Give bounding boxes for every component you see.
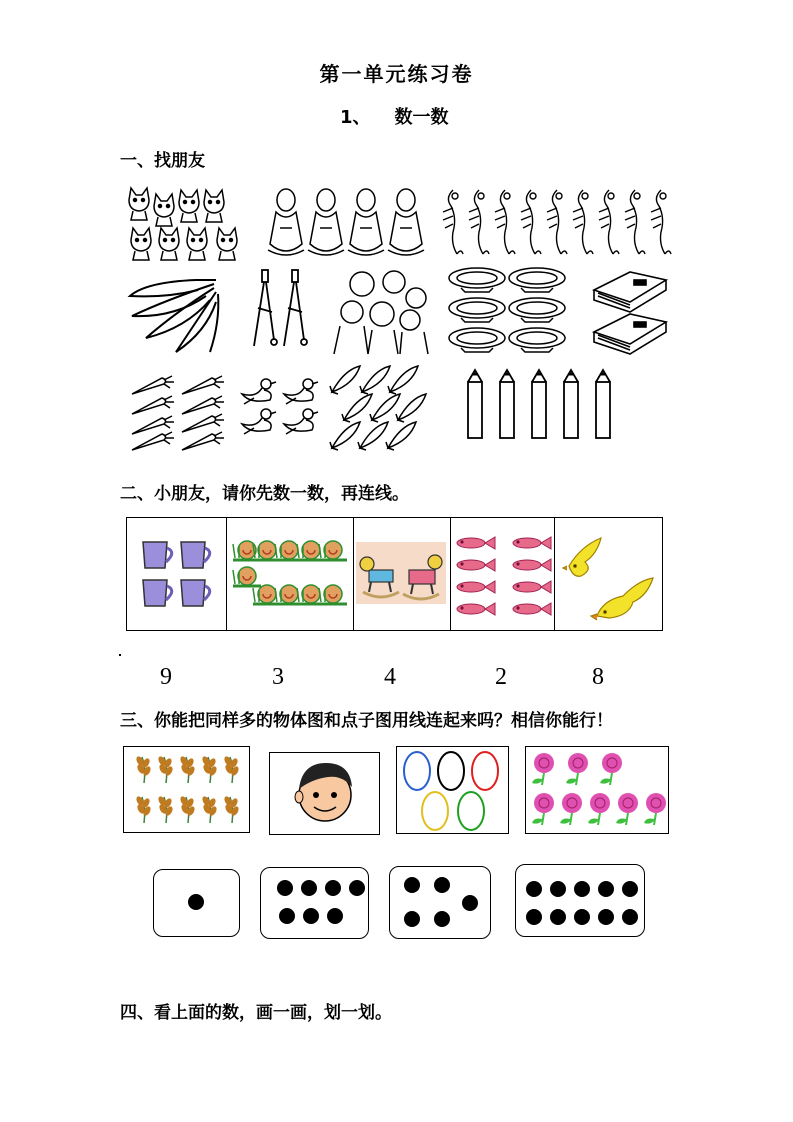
dot-card-7 (260, 867, 369, 939)
children-icon (332, 268, 434, 356)
rings-icon (401, 749, 505, 831)
bird-icon (563, 536, 655, 620)
dot (622, 881, 638, 897)
rings-picture (396, 746, 509, 834)
dot-card-1 (153, 869, 240, 937)
boy-face-icon (292, 759, 358, 825)
pencil-icon (466, 368, 614, 440)
banana-icon (126, 272, 226, 358)
number-label: 9 (160, 664, 172, 690)
dot (550, 909, 566, 925)
dot (404, 877, 420, 893)
section-4-heading: 四、看上面的数，画一画，划一划。 (120, 1003, 392, 1023)
subtitle-text: 数一数 (394, 107, 449, 128)
cell-divider (554, 518, 555, 630)
section-3-heading: 三、你能把同样多的物体图和点子图用线连起来吗？相信你能行！ (120, 711, 613, 731)
dot (301, 880, 317, 896)
dot (404, 911, 420, 927)
counting-table (126, 517, 663, 631)
page-title: 第一单元练习卷 (319, 62, 474, 86)
dot-card-10 (515, 864, 645, 937)
cup-icon (139, 538, 217, 610)
stray-dot (119, 654, 121, 656)
wheat-icon (132, 753, 242, 827)
dot (277, 880, 293, 896)
section-2-heading: 二、小朋友，请你先数一数，再连线。 (120, 484, 409, 504)
dot (574, 909, 590, 925)
carrot-icon (128, 374, 228, 452)
book-icon (590, 270, 680, 352)
dot (188, 894, 204, 910)
dot (574, 881, 590, 897)
rocking-horse-icon (359, 548, 445, 604)
cell-divider (226, 518, 227, 630)
flower-picture (525, 746, 669, 834)
fish-icon (453, 536, 553, 620)
cat-icon (125, 186, 255, 264)
bird-icon (240, 378, 322, 440)
cell-divider (353, 518, 354, 630)
flower-icon (530, 751, 666, 831)
dot (598, 909, 614, 925)
subtitle-number: 1、 (340, 107, 371, 128)
number-label: 3 (272, 664, 284, 690)
number-label: 8 (592, 664, 604, 690)
dot (434, 877, 450, 893)
section-1-heading: 一、找朋友 (120, 151, 205, 171)
wheat-picture (123, 746, 250, 833)
number-label: 4 (384, 664, 396, 690)
dot (598, 881, 614, 897)
number-label: 2 (495, 664, 507, 690)
dot (526, 909, 542, 925)
plate-icon (447, 266, 572, 354)
dot (434, 911, 450, 927)
snail-icon (231, 538, 351, 614)
dot (550, 881, 566, 897)
dot (325, 880, 341, 896)
subtitle (340, 103, 449, 129)
compass-icon (252, 268, 314, 356)
monk-icon (268, 188, 438, 260)
fish-icon (330, 364, 422, 454)
dot (526, 881, 542, 897)
dot-card-5 (389, 866, 491, 939)
dot (349, 880, 365, 896)
cell-divider (450, 518, 451, 630)
boy-picture (269, 752, 380, 835)
dot (622, 909, 638, 925)
dot (279, 908, 295, 924)
shrimp-icon (443, 188, 683, 260)
dot (327, 908, 343, 924)
dot (303, 908, 319, 924)
dot (462, 895, 478, 911)
